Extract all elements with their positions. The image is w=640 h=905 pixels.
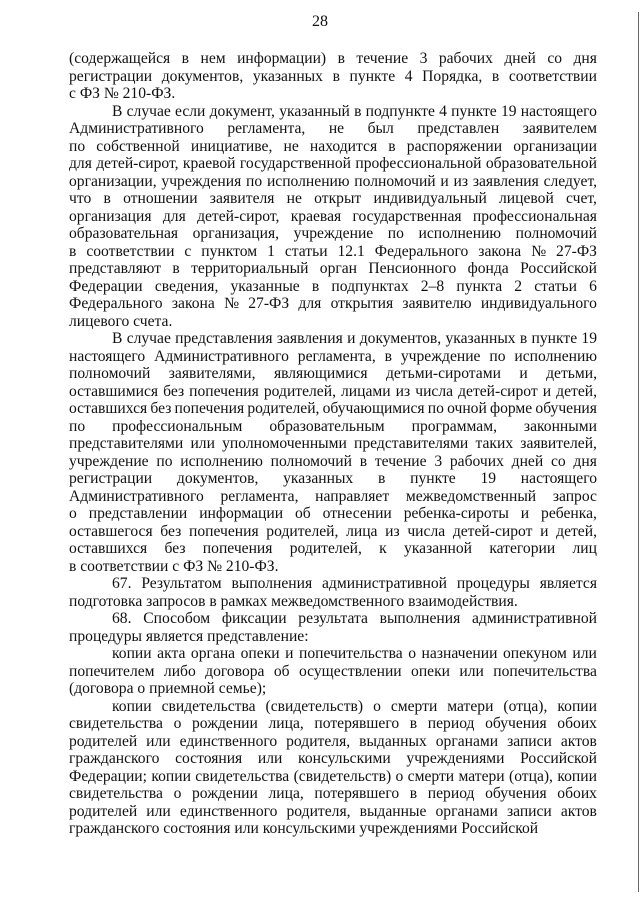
text-line: представляют в территориальный орган Пенсионного фонда Российской xyxy=(69,260,597,277)
paragraph xyxy=(69,698,597,838)
text-line: Административного регламента, направляет межведомственный запрос xyxy=(69,487,597,505)
text-line: Федерации; копии свидетельства (свидетельств) о смерти матери (отца), копии xyxy=(69,767,597,785)
document-body xyxy=(69,50,597,838)
text-line: 67. Результатом выполнения административной процедуры является xyxy=(112,575,597,592)
text-line: (договора о приемной семье); xyxy=(69,680,267,697)
text-line: свидетельства о рождении лица, потерявшего в период обучения обоих xyxy=(69,715,597,732)
text-line: свидетельства о рождении лица, потерявшего в период обучения обоих xyxy=(69,785,597,802)
page-number: 28 xyxy=(312,13,328,30)
text-line: гражданского состояния или консульскими учреждениями Российской xyxy=(69,820,539,837)
text-line: регистрации документов, указанных в пункте 4 Порядка, в соответствии xyxy=(69,67,597,85)
text-line: оставшимися без попечения родителей, лицами из числа детей-сирот и детей, xyxy=(69,382,597,400)
text-line: по собственной инициативе, не находится в распоряжении организации xyxy=(69,137,597,155)
text-line: В случае если документ, указанный в подпункте 4 пункте 19 настоящего xyxy=(112,102,597,120)
page-edge-shadow xyxy=(638,12,639,892)
text-line: о представлении информации об отнесении ребенка-сироты и ребенка, xyxy=(69,505,597,522)
text-line: оставшихся без попечения родителей, обучающимися по очной форме обучения xyxy=(69,400,597,417)
text-line: попечителем либо договора об осуществлении опеки или попечительства xyxy=(69,662,597,680)
text-line: полномочий заявителями, являющимися детьми-сиротами и детьми, xyxy=(69,365,597,382)
text-line: оставшихся без попечения родителей, к указанной категории лиц xyxy=(69,540,597,557)
text-line: с ФЗ № 210-ФЗ. xyxy=(69,85,176,102)
text-line: организации, учреждения по исполнению полномочий и из заявления следует, xyxy=(69,172,597,190)
text-line: процедуры является представление: xyxy=(69,627,309,645)
paragraph xyxy=(69,50,597,103)
text-line: оставшегося без попечения родителей, лица из числа детей-сирот и детей, xyxy=(69,522,597,540)
text-line: регистрации документов, указанных в пункте 19 настоящего xyxy=(69,470,597,487)
text-line: (содержащейся в нем информации) в течение 3 рабочих дней со дня xyxy=(69,50,597,67)
text-line: организация для детей-сирот, краевая государственная профессиональная xyxy=(69,207,597,225)
text-line: Федерального закона № 27-ФЗ для открытия заявителю индивидуального xyxy=(69,295,597,312)
text-line: копии свидетельства (свидетельств) о смерти матери (отца), копии xyxy=(112,697,597,715)
text-line: подготовка запросов в рамках межведомственного взаимодействия. xyxy=(69,592,518,610)
text-line: что в отношении заявителя не открыт индивидуальный лицевой счет, xyxy=(69,190,597,207)
text-line: в соответствии с ФЗ № 210-ФЗ. xyxy=(69,557,279,575)
paragraph xyxy=(69,103,597,331)
text-line: родителей или единственного родителя, выданных органами записи актов xyxy=(69,732,597,750)
text-line: по профессиональным образовательным программам, законными xyxy=(69,417,597,435)
text-line: копии акта органа опеки и попечительства о назначении опекуном или xyxy=(112,645,597,662)
paragraph xyxy=(69,575,597,610)
text-line: В случае представления заявления и документов, указанных в пункте 19 xyxy=(112,330,597,347)
text-line: учреждение по исполнению полномочий в течение 3 рабочих дней со дня xyxy=(69,452,597,470)
paragraph xyxy=(69,330,597,575)
text-line: для детей-сирот, краевой государственной профессиональной образовательной xyxy=(69,155,597,172)
text-line: в соответствии с пунктом 1 статьи 12.1 Федерального закона № 27-ФЗ xyxy=(69,242,597,260)
text-line: представителями или уполномоченными представителями таких заявителей, xyxy=(69,435,597,452)
text-line: Федерации сведения, указанные в подпунктах 2–8 пункта 2 статьи 6 xyxy=(69,277,597,295)
text-line: родителей или единственного родителя, выданные органами записи актов xyxy=(69,802,597,820)
paragraph xyxy=(69,645,597,698)
text-line: 68. Способом фиксации результата выполнения административной xyxy=(112,610,597,627)
text-line: настоящего Административного регламента, в учреждение по исполнению xyxy=(69,347,597,365)
text-line: Административного регламента, не был представлен заявителем xyxy=(69,120,597,137)
text-line: лицевого счета. xyxy=(69,312,173,330)
text-line: гражданского состояния или консульскими учреждениями Российской xyxy=(69,750,597,767)
text-line: образовательная организация, учреждение по исполнению полномочий xyxy=(69,225,597,242)
paragraph xyxy=(69,610,597,645)
